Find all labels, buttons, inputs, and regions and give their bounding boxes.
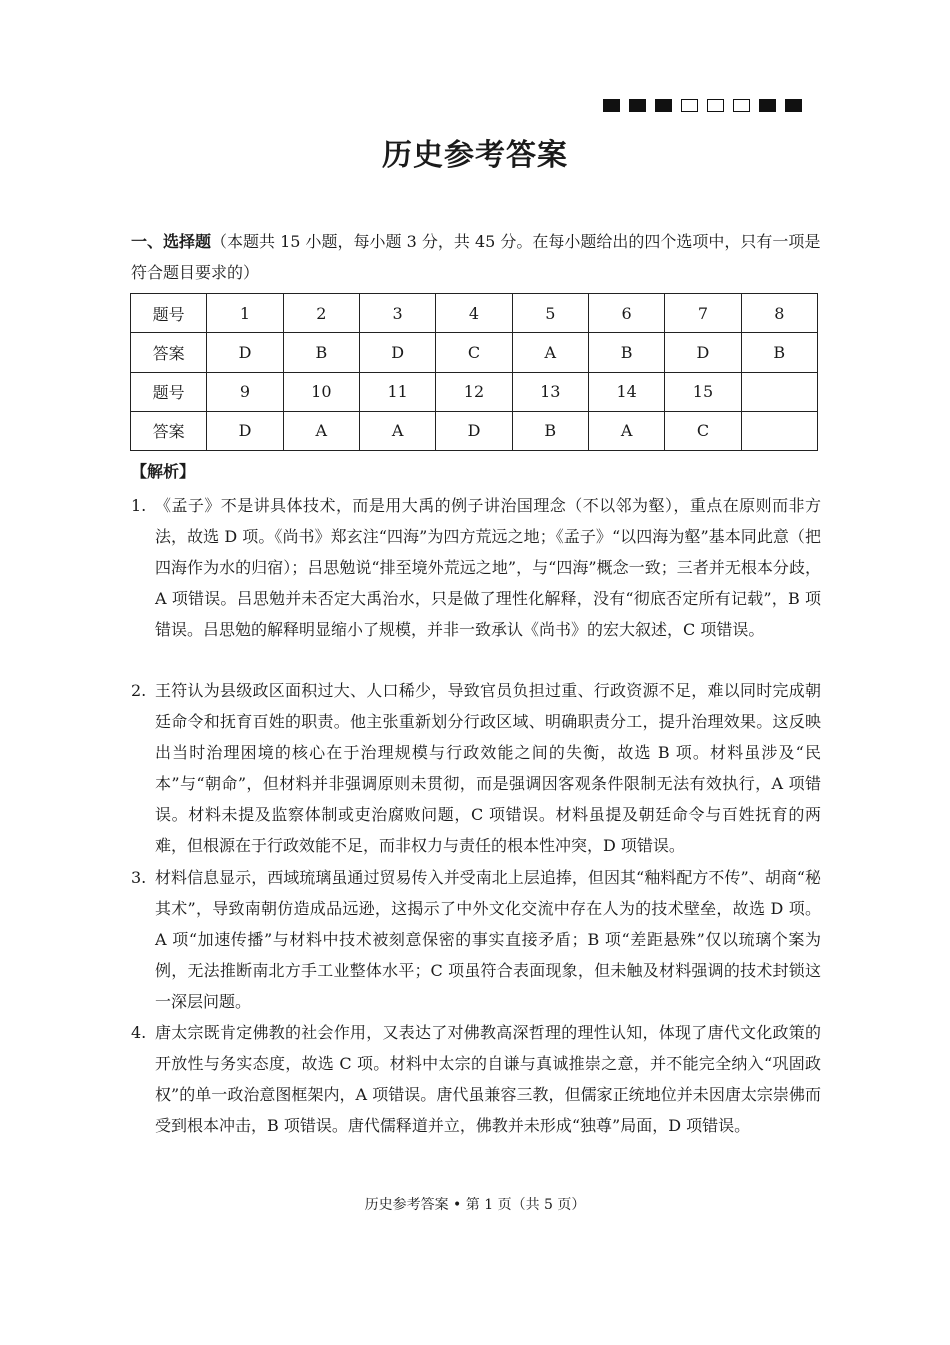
answer-table-row bbox=[131, 372, 818, 411]
answer-table-cell: D bbox=[207, 411, 283, 450]
item-number: 4. bbox=[131, 1023, 147, 1042]
answer-table-cell: 15 bbox=[665, 372, 741, 411]
analysis-item-3 bbox=[131, 862, 821, 1017]
answer-table-row-header: 题号 bbox=[131, 372, 207, 411]
empty-square-marker bbox=[681, 99, 698, 112]
filled-square-marker bbox=[785, 99, 802, 112]
answer-table-cell: 6 bbox=[588, 294, 664, 333]
empty-square-marker bbox=[707, 99, 724, 112]
filled-square-marker bbox=[629, 99, 646, 112]
item-text: 《孟子》不是讲具体技术，而是用大禹的例子讲治国理念（不以邻为壑），重点在原则而非方法，故选 D 项。《尚书》郑玄注“四海”为四方荒远之地；《孟子》“以四海为壑”基本同此意（把四海作为水的归宿）；吕思勉说“排至境外荒远之地”，与“四海”概念一致；三者并无根本分歧，A 项错误。吕思勉并未否定大禹治水，只是做了理性化解释，没有“彻底否定所有记载”，B 项错误。吕思勉的解释明显缩小了规模，并非一致承认《尚书》的宏大叙述，C 项错误。 bbox=[155, 496, 821, 639]
answer-table-cell: 8 bbox=[741, 294, 817, 333]
answer-table-cell: D bbox=[436, 411, 512, 450]
answer-table-cell: A bbox=[359, 411, 435, 450]
filled-square-marker bbox=[655, 99, 672, 112]
answer-table-cell: 3 bbox=[359, 294, 435, 333]
answer-table-cell: A bbox=[283, 411, 359, 450]
answer-table-cell: D bbox=[207, 333, 283, 372]
item-number: 1. bbox=[131, 496, 147, 515]
answer-table-cell: 9 bbox=[207, 372, 283, 411]
answer-table-row bbox=[131, 294, 818, 333]
answer-table-cell: 4 bbox=[436, 294, 512, 333]
answer-table-cell: 7 bbox=[665, 294, 741, 333]
answer-table-cell: 11 bbox=[359, 372, 435, 411]
section-heading: 一、选择题 bbox=[131, 232, 212, 251]
answer-table-cell bbox=[741, 411, 817, 450]
answer-table-cell: 10 bbox=[283, 372, 359, 411]
section-description: （本题共 15 小题，每小题 3 分，共 45 分。在每小题给出的四个选项中，只有一项是符合题目要求的） bbox=[131, 232, 821, 282]
answer-table-cell bbox=[741, 372, 817, 411]
item-text: 材料信息显示，西域琉璃虽通过贸易传入并受南北上层追捧，但因其“釉料配方不传”、胡商“秘其术”，导致南朝仿造成品远逊，这揭示了中外文化交流中存在人为的技术壁垒，故选 D 项。A 项“加速传播”与材料中技术被刻意保密的事实直接矛盾；B 项“差距悬殊”仅以琉璃个案为例，无法推断南北方手工业整体水平；C 项虽符合表面现象，但未触及材料强调的技术封锁这一深层问题。 bbox=[155, 868, 821, 1011]
item-number: 2. bbox=[131, 681, 147, 700]
answer-table-cell: D bbox=[665, 333, 741, 372]
answer-table-cell: A bbox=[588, 411, 664, 450]
answer-table-cell: 13 bbox=[512, 372, 588, 411]
analysis-label: 【解析】 bbox=[131, 462, 196, 481]
answer-table-cell: B bbox=[741, 333, 817, 372]
answer-table-cell: A bbox=[512, 333, 588, 372]
analysis-item-4 bbox=[131, 1017, 821, 1141]
answer-table-cell: C bbox=[665, 411, 741, 450]
answer-table-cell: 14 bbox=[588, 372, 664, 411]
answer-table-cell: 1 bbox=[207, 294, 283, 333]
analysis-item-1 bbox=[131, 490, 821, 645]
filled-square-marker bbox=[759, 99, 776, 112]
answer-table-row-header: 题号 bbox=[131, 294, 207, 333]
item-text: 唐太宗既肯定佛教的社会作用，又表达了对佛教高深哲理的理性认知，体现了唐代文化政策的开放性与务实态度，故选 C 项。材料中太宗的自谦与真诚推崇之意，并不能完全纳入“巩固政权”的单一政治意图框架内，A 项错误。唐代虽兼容三教，但儒家正统地位并未因唐太宗崇佛而受到根本冲击，B 项错误。唐代儒释道并立，佛教并未形成“独尊”局面，D 项错误。 bbox=[155, 1023, 821, 1135]
answer-table-cell: C bbox=[436, 333, 512, 372]
section-intro bbox=[131, 226, 821, 288]
answer-table-cell: 5 bbox=[512, 294, 588, 333]
answer-table-cell: 12 bbox=[436, 372, 512, 411]
answer-table-cell: D bbox=[359, 333, 435, 372]
answer-table-row-header: 答案 bbox=[131, 411, 207, 450]
answer-table-row-header: 答案 bbox=[131, 333, 207, 372]
answer-table-cell: B bbox=[512, 411, 588, 450]
answer-table-cell: 2 bbox=[283, 294, 359, 333]
item-number: 3. bbox=[131, 868, 147, 887]
answer-table-row bbox=[131, 411, 818, 450]
filled-square-marker bbox=[603, 99, 620, 112]
analysis-item-2 bbox=[131, 675, 821, 861]
empty-square-marker bbox=[733, 99, 750, 112]
answer-table bbox=[130, 293, 818, 451]
answer-table-cell: B bbox=[283, 333, 359, 372]
page-marker-squares bbox=[603, 99, 802, 112]
answer-table-cell: B bbox=[588, 333, 664, 372]
page-footer: 历史参考答案 • 第 1 页（共 5 页） bbox=[364, 1197, 586, 1213]
item-text: 王符认为县级政区面积过大、人口稀少，导致官员负担过重、行政资源不足，难以同时完成朝廷命令和抚育百姓的职责。他主张重新划分行政区域、明确职责分工，提升治理效果。这反映出当时治理困境的核心在于治理规模与行政效能之间的失衡，故选 B 项。材料虽涉及“民本”与“朝命”，但材料并非强调原则未贯彻，而是强调因客观条件限制无法有效执行，A 项错误。材料未提及监察体制或吏治腐败问题，C 项错误。材料虽提及朝廷命令与百姓抚育的两难，但根源在于行政效能不足，而非权力与责任的根本性冲突，D 项错误。 bbox=[155, 681, 821, 855]
answer-table-row bbox=[131, 333, 818, 372]
page-title: 历史参考答案 bbox=[382, 138, 568, 173]
